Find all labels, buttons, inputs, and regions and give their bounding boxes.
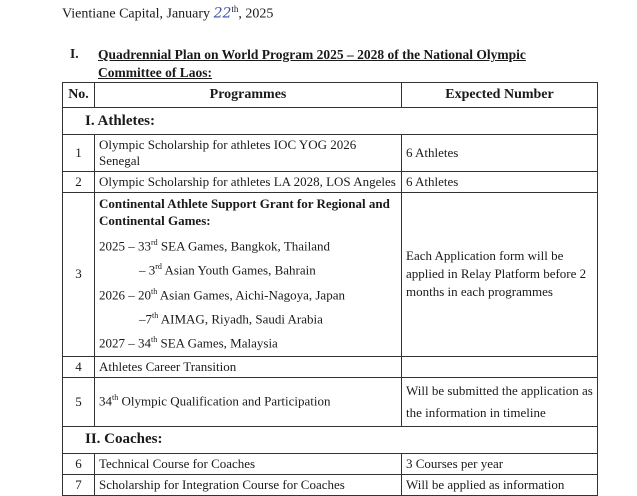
games-year: 2025 – 33	[99, 238, 151, 254]
table-row	[63, 453, 598, 474]
header-expected: Expected Number	[402, 83, 598, 108]
row-programme	[95, 377, 402, 426]
header-programmes: Programmes	[95, 83, 402, 108]
row-expected: 6 Athletes	[402, 135, 598, 172]
row-expected: 3 Courses per year	[402, 453, 598, 474]
row-programme: Scholarship for Integration Course for Coaches	[95, 474, 402, 495]
section-number: I.	[70, 46, 79, 61]
athletes-section-row	[63, 108, 598, 135]
row-programme: Athletes Career Transition	[95, 356, 402, 377]
coaches-heading: II. Coaches:	[63, 426, 598, 453]
programme-ordinal: 34	[99, 393, 112, 409]
games-name: Asian Youth Games, Bahrain	[161, 262, 316, 278]
games-name: SEA Games, Malaysia	[157, 335, 278, 351]
row-expected: Each Application form will be applied in Relay Platform before 2 months in each programmes	[402, 193, 598, 357]
row-programme	[95, 193, 402, 357]
games-name: Asian Games, Aichi-Nagoya, Japan	[157, 286, 345, 302]
ordinal-suffix: th	[152, 310, 159, 320]
games-name: SEA Games, Bangkok, Thailand	[157, 238, 331, 254]
athletes-heading: I. Athletes:	[63, 108, 598, 135]
header-no: No.	[63, 83, 95, 108]
table-row	[63, 356, 598, 377]
row-programme: Technical Course for Coaches	[95, 453, 402, 474]
row-number: 7	[63, 474, 95, 495]
games-line	[99, 329, 397, 353]
plan-table	[62, 82, 598, 496]
row-number: 5	[63, 377, 95, 426]
dateline-year: , 2025	[238, 6, 274, 22]
table-row	[63, 135, 598, 172]
games-name: AIMAG, Riyadh, Saudi Arabia	[158, 311, 323, 327]
row-number: 2	[63, 172, 95, 193]
table-row	[63, 172, 598, 193]
table-row	[63, 377, 598, 426]
row-number: 4	[63, 356, 95, 377]
row-programme: Olympic Scholarship for athletes IOC YOG 2026 Senegal	[95, 135, 402, 172]
dateline-day: 22	[213, 5, 232, 22]
programme-name: Olympic Qualification and Participation	[118, 393, 331, 409]
coaches-section-row	[63, 426, 598, 453]
row-expected: Will be submitted the application as the information in timeline	[402, 377, 598, 426]
dateline	[62, 4, 273, 23]
row-number: 6	[63, 453, 95, 474]
ordinal-suffix: th	[112, 393, 119, 403]
games-year: – 3	[139, 262, 156, 278]
row-number: 1	[63, 135, 95, 172]
row-number: 3	[63, 193, 95, 357]
games-year: –7	[139, 311, 152, 327]
ordinal-suffix: th	[151, 286, 158, 296]
games-line	[99, 281, 397, 305]
row-expected	[402, 356, 598, 377]
table-row	[63, 193, 598, 357]
row-expected: 6 Athletes	[402, 172, 598, 193]
ordinal-suffix: rd	[151, 238, 158, 247]
games-year: 2026 – 20	[99, 286, 151, 302]
row-programme: Olympic Scholarship for athletes LA 2028, LOS Angeles	[95, 172, 402, 193]
dateline-day-suffix: th	[231, 4, 239, 14]
header-row	[63, 83, 598, 108]
section-title: Quadrennial Plan on World Program 2025 – 2028 of the National Olympic Committee of Laos:	[98, 47, 526, 80]
ordinal-suffix: th	[151, 335, 158, 345]
games-year: 2027 – 34	[99, 335, 151, 351]
row-expected: Will be applied as information	[402, 474, 598, 495]
ordinal-suffix: rd	[155, 262, 162, 272]
games-line	[99, 232, 397, 256]
games-line	[99, 305, 397, 329]
games-line	[99, 256, 397, 280]
grant-title: Continental Athlete Support Grant for Regional and Continental Games:	[99, 196, 390, 228]
table-row	[63, 474, 598, 495]
dateline-place: Vientiane Capital, January	[62, 6, 214, 22]
